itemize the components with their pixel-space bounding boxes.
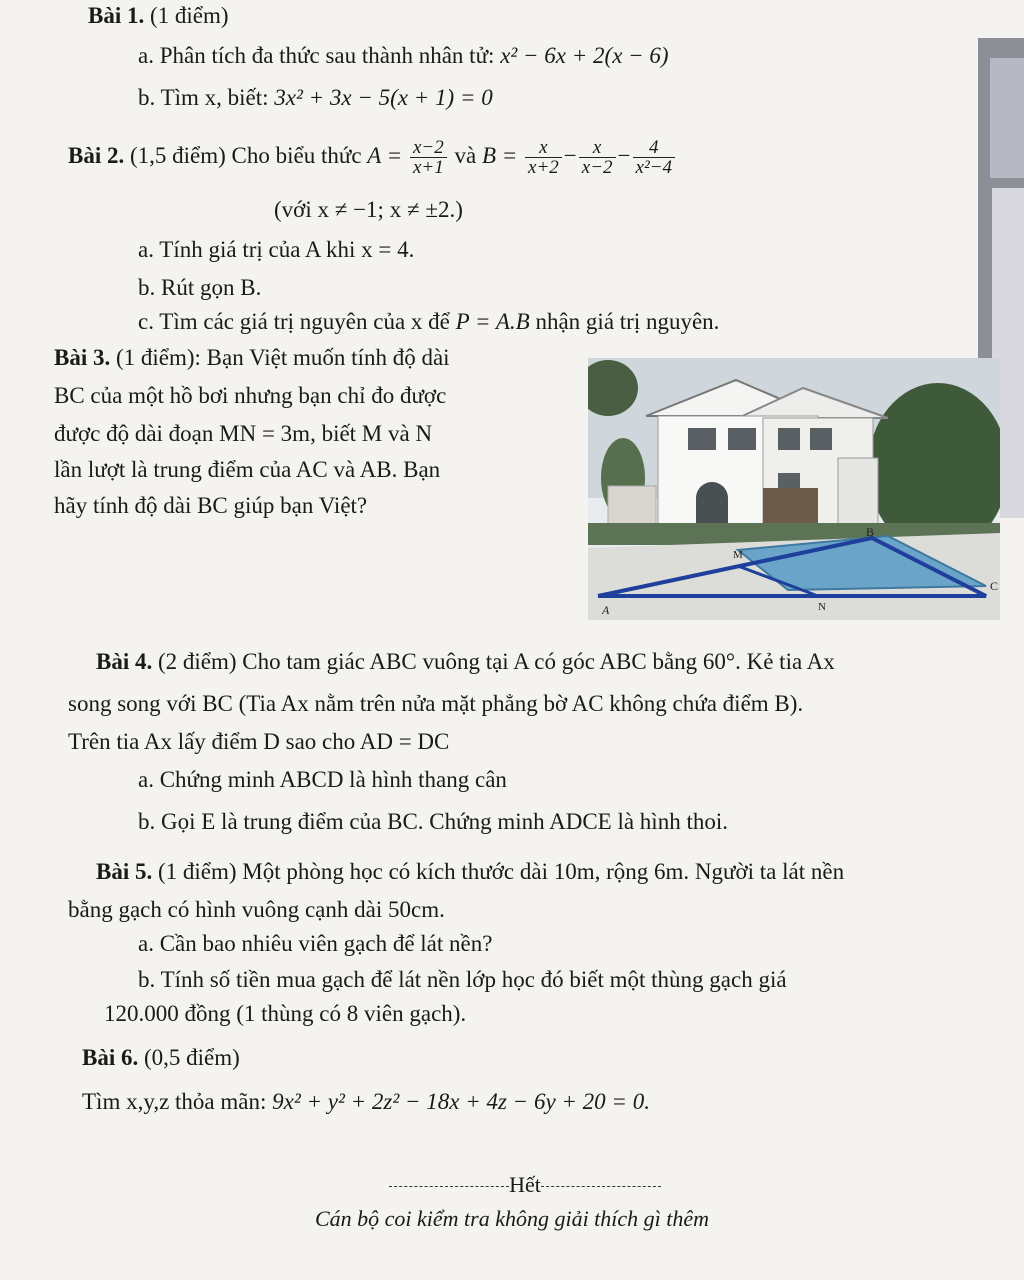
expr-b-term1: $\frac{x}{x+2}$	[525, 138, 562, 177]
expr-b-term2: $\frac{x}{x-2}$	[579, 138, 616, 177]
label-c: C	[990, 579, 999, 593]
house-door	[696, 482, 728, 528]
bai2-and: và	[454, 143, 477, 168]
bai2-condition: (với x ≠ −1; x ≠ ±2.)	[274, 197, 463, 222]
bai5-b2: 120.000 đồng (1 thùng có 8 viên gạch).	[104, 1001, 467, 1026]
bai5-a: a. Cần bao nhiêu viên gạch để lát nền?	[138, 931, 493, 956]
house-pool-photo	[588, 358, 1000, 620]
bai3-line-2: được độ dài đoạn MN = 3m, biết M và N	[54, 421, 433, 446]
label-n: N	[818, 601, 826, 613]
end-text: Hết	[509, 1172, 541, 1197]
bai2-a: a. Tính giá trị của A khi x = 4.	[138, 237, 415, 262]
bai1-heading	[88, 2, 229, 30]
bai2-c-post: nhận giá trị nguyên.	[535, 309, 720, 334]
label-m: M	[733, 549, 743, 561]
bai4-line-1: Bài 4. (2 điểm) Cho tam giác ABC vuông tại A có góc ABC bằng 60°. Kẻ tia Ax	[96, 649, 835, 674]
bai2-title: Bài 2.	[68, 143, 125, 168]
bai2-c	[138, 308, 719, 336]
expr-b-term3: $\frac{4}{\text{x²−4}}$	[633, 138, 675, 177]
bai4-a: a. Chứng minh ABCD là hình thang cân	[138, 767, 507, 792]
label-b: B	[866, 525, 875, 539]
bai1-a-text: a. Phân tích đa thức sau thành nhân tử:	[138, 43, 495, 68]
bai4-line-3: Trên tia Ax lấy điểm D sao cho AD = DC	[68, 729, 450, 754]
bai4-b: b. Gọi E là trung điểm của BC. Chứng minh ADCE là hình thoi.	[138, 809, 728, 834]
bai5-b1: b. Tính số tiền mua gạch để lát nền lớp học đó biết một thùng gạch giá	[138, 967, 787, 992]
bai2-intro: (1,5 điểm) Cho biểu thức	[129, 143, 362, 168]
bai6-title: Bài 6.	[82, 1045, 139, 1070]
expr-a-label: A =	[367, 143, 403, 168]
end-marker	[370, 1172, 680, 1198]
bai3-line-4: hãy tính độ dài BC giúp bạn Việt?	[54, 493, 368, 518]
bai1-b	[138, 84, 493, 112]
bai2-heading: Bài 2. (1,5 điểm) Cho biểu thức A = $\frac{x-2}{x+1}$ và B = $\frac{x}{x+2}$ − $\frac{x}{x-2}$ − $\frac{4}{\text{x²−4}}$	[68, 136, 677, 177]
bai3-line-3: lần lượt là trung điểm của AC và AB. Bạn	[54, 457, 441, 482]
expr-b-label: B =	[481, 143, 518, 168]
bai4-line-2: song song với BC (Tia Ax nằm trên nửa mặt phẳng bờ AC không chứa điểm B).	[68, 691, 804, 716]
bai6-heading	[82, 1044, 240, 1072]
footnote: Cán bộ coi kiểm tra không giải thích gì thêm	[314, 1206, 710, 1231]
bai2-b: b. Rút gọn B.	[138, 275, 262, 300]
bai1-a-expr: x² − 6x + 2(x − 6)	[500, 43, 669, 68]
bai3-line-1: BC của một hồ bơi nhưng bạn chỉ đo được	[54, 383, 447, 408]
bai6-body	[82, 1088, 650, 1116]
bai1-b-expr: 3x² + 3x − 5(x + 1) = 0	[274, 85, 493, 110]
label-a: A	[602, 603, 610, 617]
bai1-points: (1 điểm)	[149, 3, 229, 28]
bai3-line-0: Bài 3. (1 điểm): Bạn Việt muốn tính độ dài	[54, 345, 450, 370]
bai3-title: Bài 3.	[54, 345, 111, 370]
bai5-title: Bài 5.	[96, 859, 153, 884]
bai1-a	[138, 42, 669, 70]
bai2-c-expr: P = A.B	[455, 309, 530, 334]
bai4-title: Bài 4.	[96, 649, 153, 674]
bai6-text: Tìm x,y,z thỏa mãn:	[82, 1089, 267, 1114]
bai5-line-1: Bài 5. (1 điểm) Một phòng học có kích thước dài 10m, rộng 6m. Người ta lát nền	[96, 859, 845, 884]
expr-a-fraction: $\frac{x-2}{x+1}$	[410, 138, 447, 177]
bai6-expr: 9x² + y² + 2z² − 18x + 4z − 6y + 20 = 0.	[272, 1089, 650, 1114]
bai1-title: Bài 1.	[88, 3, 145, 28]
bai1-b-text: b. Tìm x, biết:	[138, 85, 269, 110]
bai2-c-pre: c. Tìm các giá trị nguyên của x để	[138, 309, 450, 334]
bai6-points: (0,5 điểm)	[143, 1045, 240, 1070]
bai5-line-2: bằng gạch có hình vuông cạnh dài 50cm.	[68, 897, 445, 922]
